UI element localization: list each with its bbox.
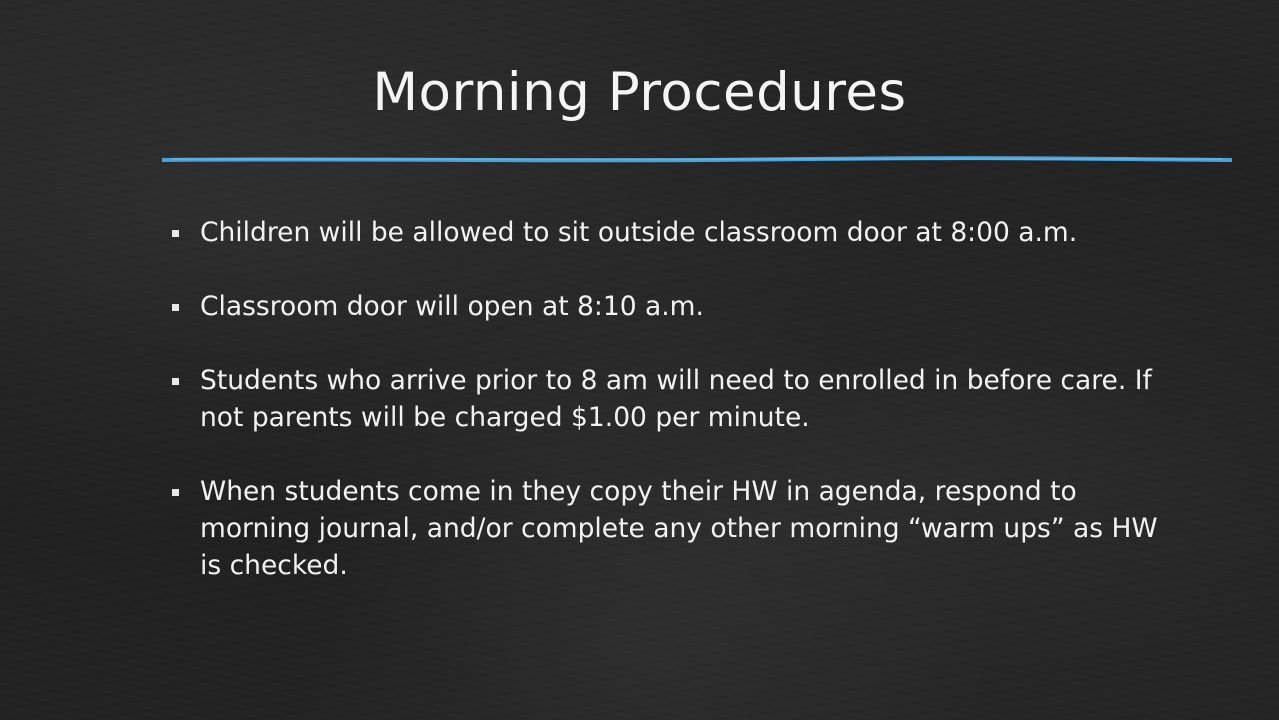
slide-title: Morning Procedures	[372, 62, 907, 123]
bullet-item	[170, 288, 1170, 325]
title-underline	[162, 156, 1232, 163]
square-bullet-icon	[172, 304, 179, 311]
bullet-text: Classroom door will open at 8:10 a.m.	[200, 291, 704, 322]
bullet-text: Children will be allowed to sit outside classroom door at 8:00 a.m.	[200, 217, 1078, 248]
underline-highlight	[172, 159, 1222, 160]
bullet-text: Students who arrive prior to 8 am will need to enrolled in before care. If not parents will be charged $1.00 per minute.	[200, 365, 1152, 433]
square-bullet-icon	[172, 378, 179, 385]
bullet-text: When students come in they copy their HW in agenda, respond to morning journal, and/or complete any other morning “warm ups” as HW is checked.	[200, 476, 1158, 581]
bullet-item	[170, 214, 1170, 251]
square-bullet-icon	[172, 489, 179, 496]
bullet-list	[170, 214, 1170, 621]
bullet-item	[170, 473, 1170, 584]
square-bullet-icon	[172, 230, 179, 237]
bullet-item	[170, 362, 1170, 436]
